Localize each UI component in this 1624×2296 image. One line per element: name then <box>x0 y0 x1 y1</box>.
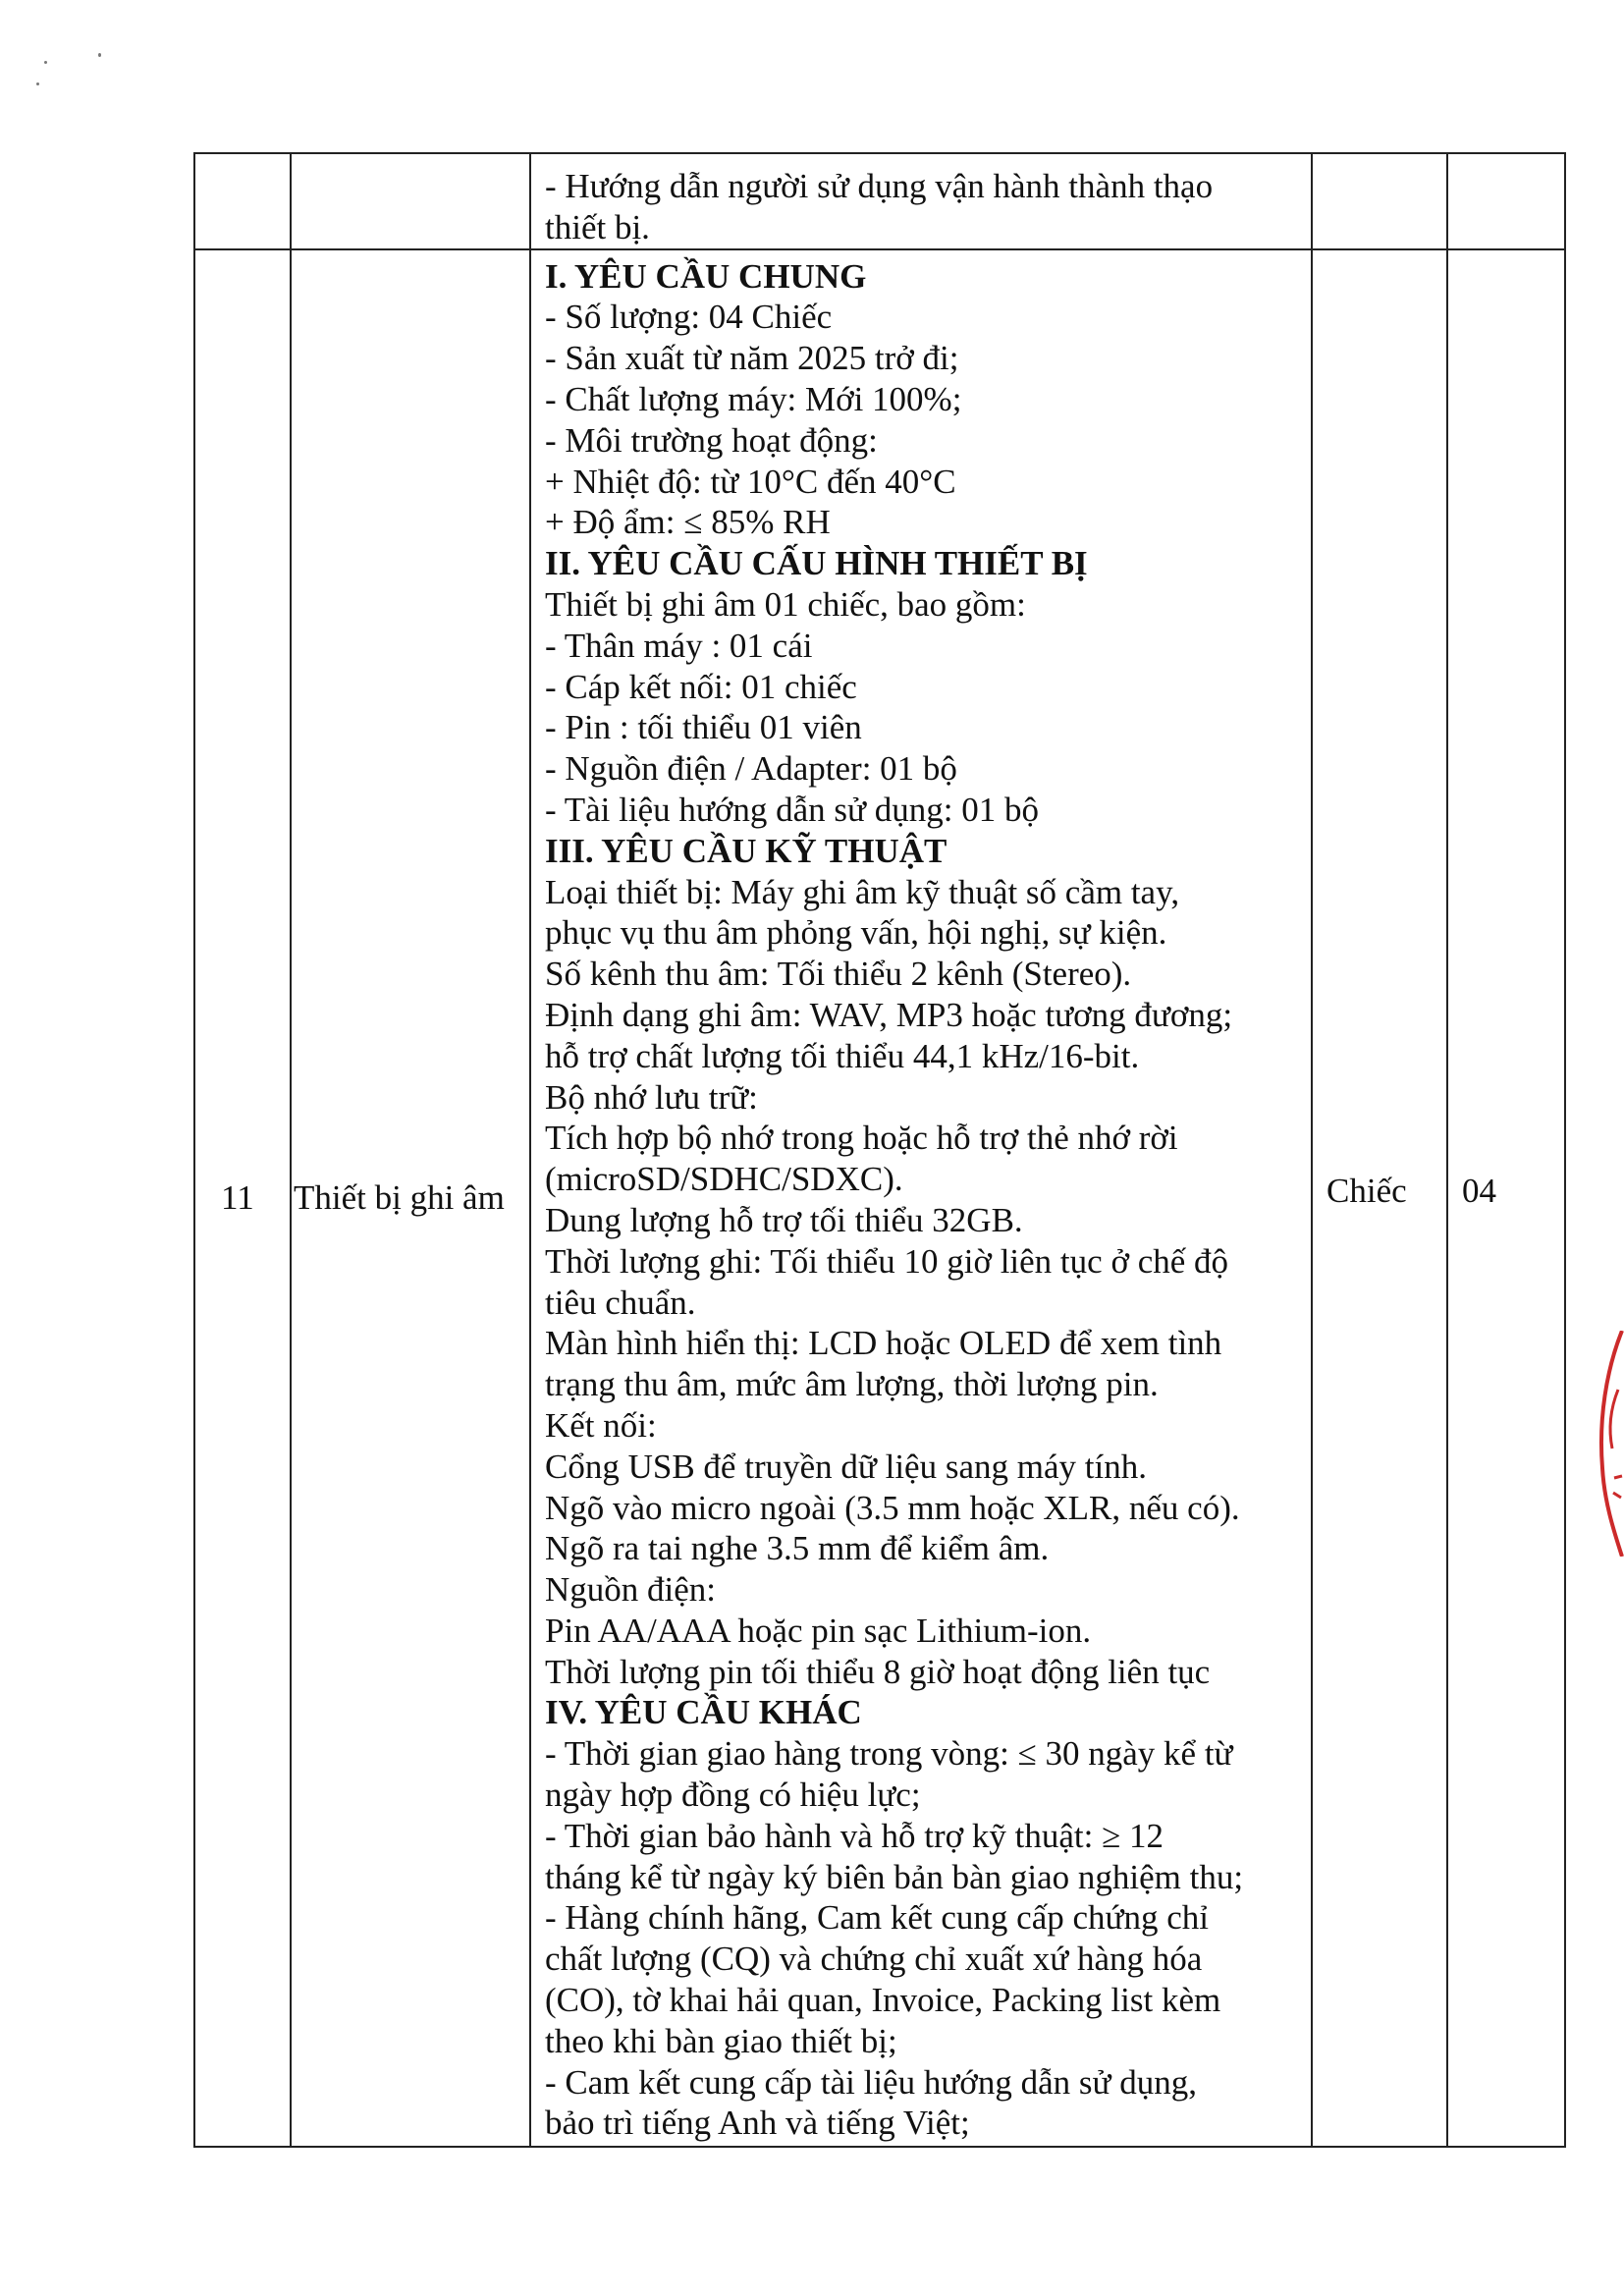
spec-line: tháng kể từ ngày ký biên bản bàn giao nghiệm thu; <box>545 1857 1244 1896</box>
spec-line: - Nguồn điện / Adapter: 01 bộ <box>545 749 957 789</box>
unit-cell <box>1312 249 1447 2148</box>
table-row-previous <box>194 153 1565 249</box>
item-name: Thiết bị ghi âm <box>294 1177 505 1217</box>
scan-speck <box>44 61 47 64</box>
spec-line: - Hàng chính hãng, Cam kết cung cấp chứng chỉ <box>545 1898 1209 1938</box>
spec-line: phục vụ thu âm phỏng vấn, hội nghị, sự kiện. <box>545 913 1167 953</box>
spec-line: - Pin : tối thiểu 01 viên <box>545 708 862 747</box>
table-row-item-11 <box>194 249 1565 2148</box>
spec-line: - Cáp kết nối: 01 chiếc <box>545 667 857 706</box>
spec-line: Nguồn điện: <box>545 1570 717 1610</box>
spec-line: Loại thiết bị: Máy ghi âm kỹ thuật số cầm tay, <box>545 872 1180 911</box>
spec-line: - Cam kết cung cấp tài liệu hướng dẫn sử dụng, <box>545 2062 1197 2102</box>
spec-line: Bộ nhớ lưu trữ: <box>545 1077 758 1117</box>
spec-line: Định dạng ghi âm: WAV, MP3 hoặc tương đương; <box>545 995 1233 1034</box>
spec-line: - Thời gian bảo hành và hỗ trợ kỹ thuật: ≥ 12 <box>545 1816 1164 1855</box>
spec-line: trạng thu âm, mức âm lượng, thời lượng pin. <box>545 1365 1159 1404</box>
item-number: 11 <box>221 1177 254 1217</box>
spec-line: - Sản xuất từ năm 2025 trở đi; <box>545 339 959 378</box>
spec-line: Thời lượng ghi: Tối thiểu 10 giờ liên tục ở chế độ <box>545 1241 1229 1281</box>
spec-line: theo khi bàn giao thiết bị; <box>545 2021 897 2060</box>
spec-line: thiết bị. <box>545 207 650 246</box>
scan-speck <box>36 82 39 85</box>
spec-line: - Hướng dẫn người sử dụng vận hành thành thạo <box>545 167 1214 205</box>
spec-cell <box>530 153 1312 249</box>
stt-cell <box>194 249 291 2148</box>
spec-line: - Tài liệu hướng dẫn sử dụng: 01 bộ <box>545 790 1039 829</box>
spec-cell <box>530 249 1312 2148</box>
spec-line: - Thân máy : 01 cái <box>545 626 813 665</box>
spec-line: Số kênh thu âm: Tối thiểu 2 kênh (Stereo). <box>545 955 1132 994</box>
spec-line: Pin AA/AAA hoặc pin sạc Lithium-ion. <box>545 1611 1092 1650</box>
item-unit: Chiếc <box>1326 1171 1407 1210</box>
spec-line: chất lượng (CQ) và chứng chỉ xuất xứ hàng hóa <box>545 1940 1203 1979</box>
spec-line: - Chất lượng máy: Mới 100%; <box>545 379 962 418</box>
spec-line: - Môi trường hoạt động: <box>545 420 878 460</box>
spec-line: hỗ trợ chất lượng tối thiểu 44,1 kHz/16-bit. <box>545 1036 1140 1075</box>
spec-line: ngày hợp đồng có hiệu lực; <box>545 1776 921 1815</box>
spec-line: Dung lượng hỗ trợ tối thiểu 32GB. <box>545 1200 1023 1239</box>
section-heading: II. YÊU CẦU CẤU HÌNH THIẾT BỊ <box>545 544 1088 583</box>
spec-line: tiêu chuẩn. <box>545 1283 696 1322</box>
spec-line: Thời lượng pin tối thiểu 8 giờ hoạt động liên tục <box>545 1652 1211 1691</box>
name-cell <box>291 249 530 2148</box>
red-stamp-edge <box>1585 1331 1624 1557</box>
spec-line: Tích hợp bộ nhớ trong hoặc hỗ trợ thẻ nhớ rời <box>545 1119 1178 1158</box>
spec-line: Thiết bị ghi âm 01 chiếc, bao gồm: <box>545 584 1026 624</box>
section-heading: III. YÊU CẦU KỸ THUẬT <box>545 831 947 870</box>
spec-text <box>531 154 1311 248</box>
spec-line: (microSD/SDHC/SDXC). <box>545 1160 903 1199</box>
spec-line: Kết nối: <box>545 1405 657 1445</box>
qty-cell <box>1447 249 1565 2148</box>
section-heading: I. YÊU CẦU CHUNG <box>545 256 867 296</box>
qty-cell <box>1447 153 1565 249</box>
item-quantity: 04 <box>1462 1171 1496 1210</box>
spec-line: Ngõ ra tai nghe 3.5 mm để kiểm âm. <box>545 1529 1050 1568</box>
specification-table <box>193 152 1566 2148</box>
spec-text <box>531 250 1311 2147</box>
name-cell <box>291 153 530 249</box>
spec-line: Màn hình hiển thị: LCD hoặc OLED để xem tình <box>545 1324 1222 1363</box>
spec-line: - Số lượng: 04 Chiếc <box>545 298 833 337</box>
spec-line: bảo trì tiếng Anh và tiếng Việt; <box>545 2104 970 2143</box>
scan-speck <box>98 53 101 57</box>
spec-line: + Độ ẩm: ≤ 85% RH <box>545 503 831 542</box>
spec-line: + Nhiệt độ: từ 10°C đến 40°C <box>545 462 956 501</box>
section-heading: IV. YÊU CẦU KHÁC <box>545 1693 862 1732</box>
spec-line: Ngõ vào micro ngoài (3.5 mm hoặc XLR, nếu có). <box>545 1488 1240 1527</box>
spec-line: - Thời gian giao hàng trong vòng: ≤ 30 ngày kể từ <box>545 1734 1233 1774</box>
stt-cell <box>194 153 291 249</box>
unit-cell <box>1312 153 1447 249</box>
spec-line: (CO), tờ khai hải quan, Invoice, Packing list kèm <box>545 1981 1221 2020</box>
spec-line: Cổng USB để truyền dữ liệu sang máy tính. <box>545 1447 1147 1486</box>
